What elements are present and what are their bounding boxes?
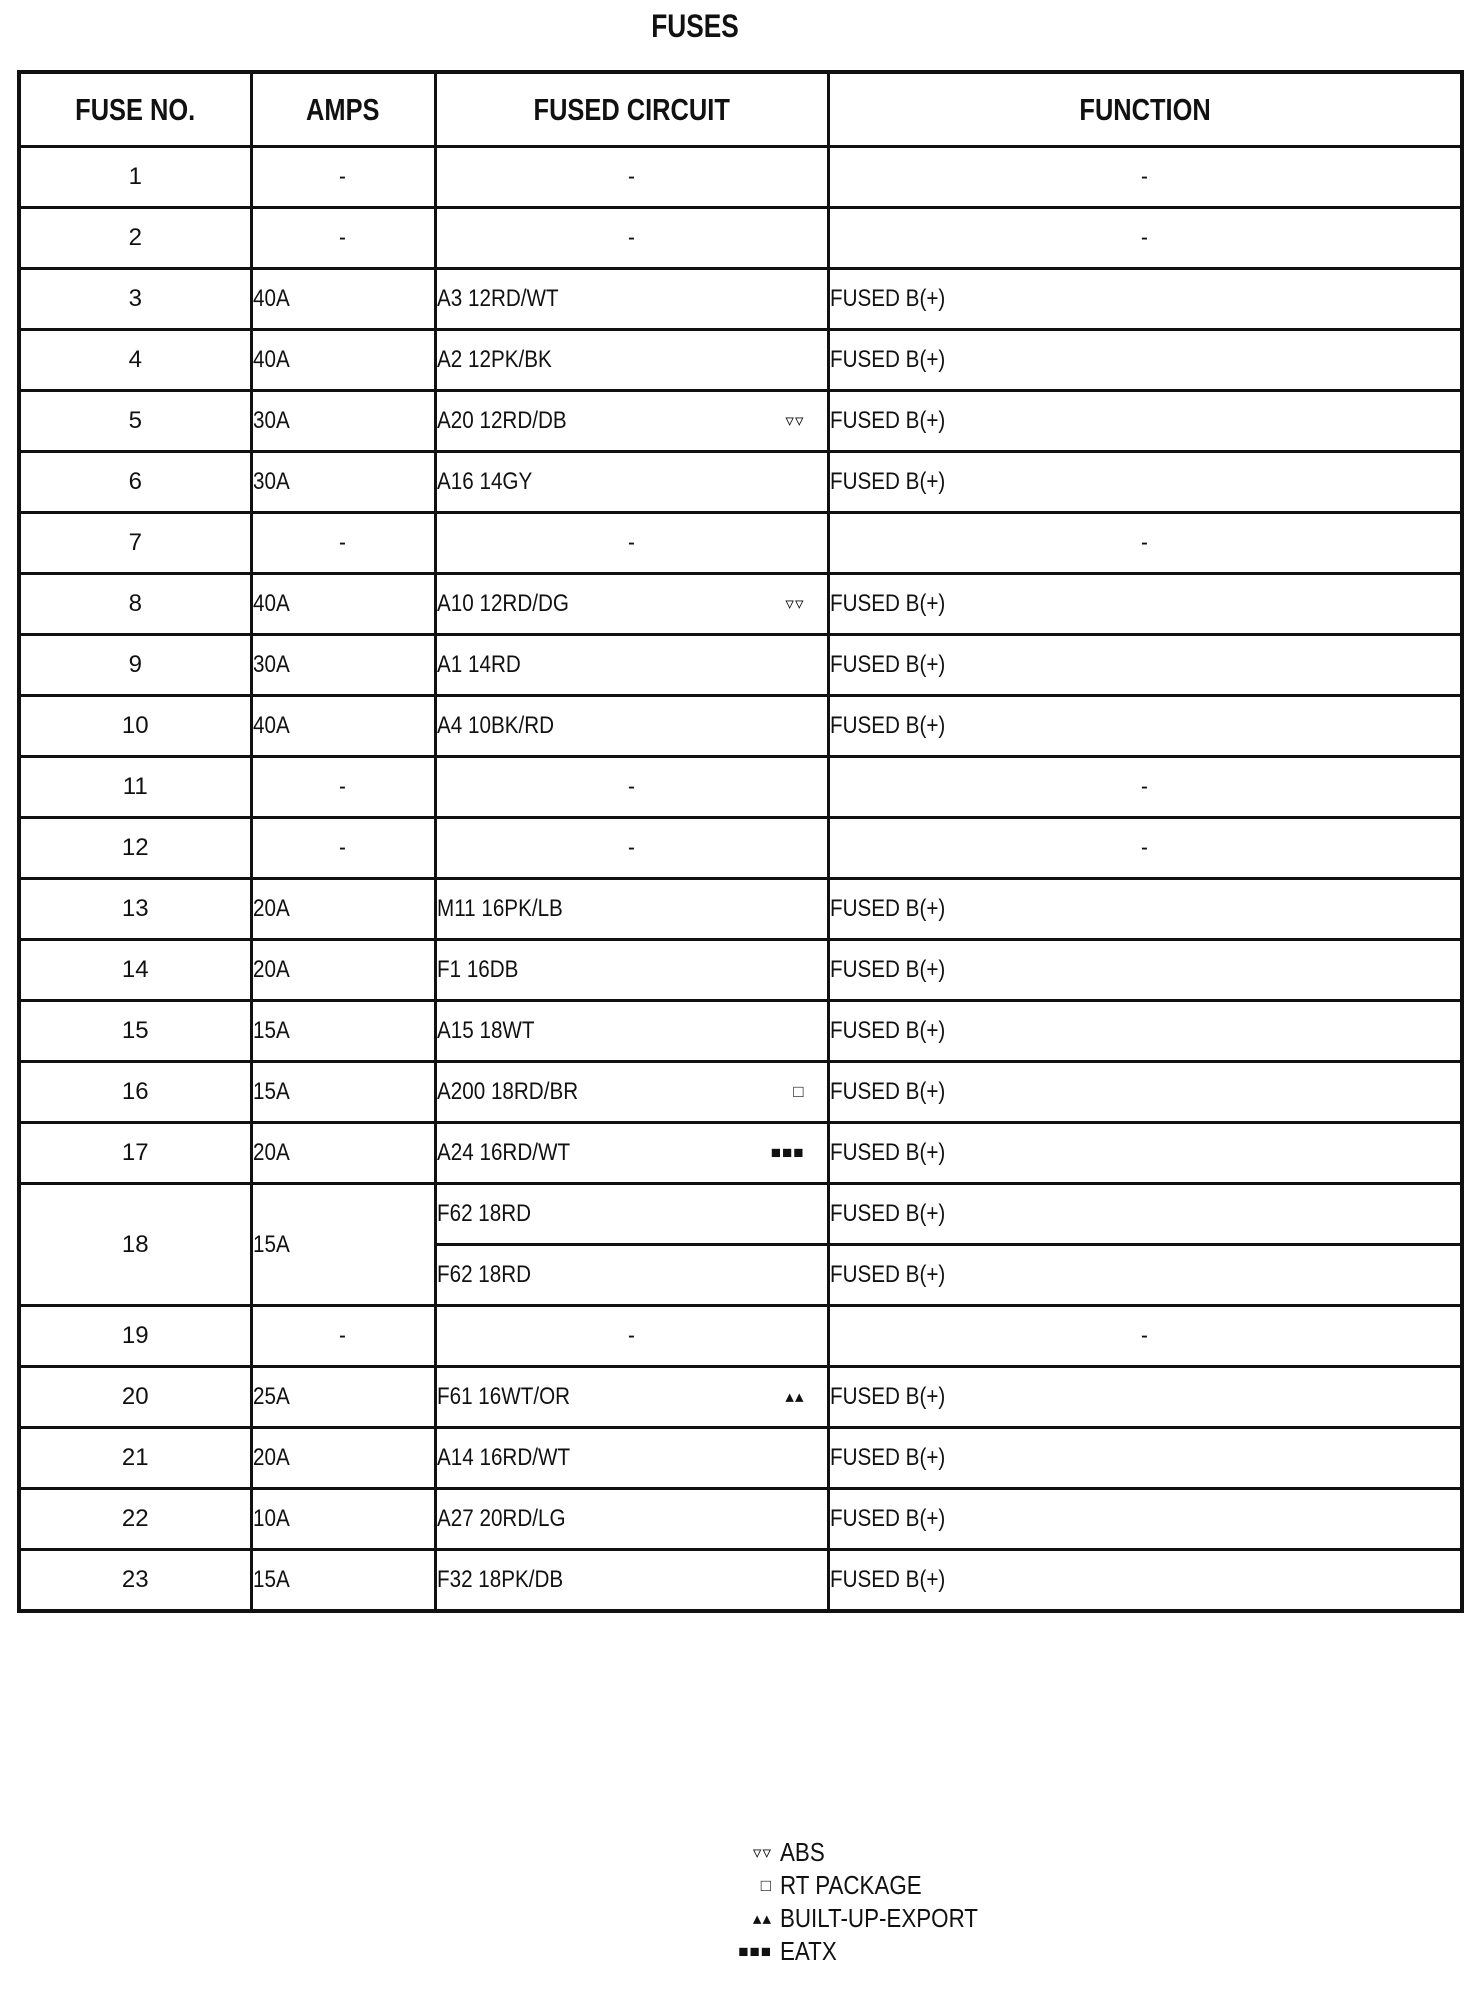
fuse-amps: -: [251, 1306, 435, 1367]
legend-item: [738, 1935, 1010, 1968]
fused-circuit: A27 20RD/LG: [435, 1489, 828, 1550]
fuse-amps: -: [251, 757, 435, 818]
fuse-amps: 25A: [251, 1367, 435, 1428]
fuse-number: 22: [19, 1489, 251, 1550]
fused-circuit: F62 18RD: [435, 1184, 828, 1245]
fused-circuit: F32 18PK/DB: [435, 1550, 828, 1612]
fused-circuit: -: [435, 208, 828, 269]
fused-circuit: A24 16RD/WT ■■■: [435, 1123, 828, 1184]
table-row: [19, 269, 1462, 330]
fuse-function: FUSED B(+): [828, 635, 1462, 696]
table-row: [19, 1062, 1462, 1123]
fuse-function: -: [828, 818, 1462, 879]
fuse-amps: 30A: [251, 635, 435, 696]
fuse-function: -: [828, 757, 1462, 818]
legend-symbol-icon: ▴▴: [752, 1909, 772, 1928]
legend-item: [760, 1869, 1010, 1902]
option-symbol-icon: ■■■: [770, 1143, 805, 1162]
fuse-function: FUSED B(+): [828, 879, 1462, 940]
table-row: [19, 391, 1462, 452]
legend-symbol-icon: □: [760, 1876, 772, 1895]
fused-circuit: A14 16RD/WT: [435, 1428, 828, 1489]
legend-symbol-icon: ■■■: [738, 1942, 772, 1961]
fuse-number: 13: [19, 879, 251, 940]
fused-circuit: F62 18RD: [435, 1245, 828, 1306]
fuse-number: 17: [19, 1123, 251, 1184]
fuse-function: FUSED B(+): [828, 452, 1462, 513]
fuse-amps: 15A: [251, 1550, 435, 1612]
fuse-function: FUSED B(+): [828, 1428, 1462, 1489]
fused-circuit: F1 16DB: [435, 940, 828, 1001]
fuse-amps: 40A: [251, 574, 435, 635]
fuse-function: -: [828, 208, 1462, 269]
fuse-function: FUSED B(+): [828, 1367, 1462, 1428]
table-row: [19, 513, 1462, 574]
legend-item: [752, 1836, 1010, 1869]
fused-circuit: F61 16WT/OR ▴▴: [435, 1367, 828, 1428]
fuse-function: FUSED B(+): [828, 574, 1462, 635]
fuse-amps: 30A: [251, 391, 435, 452]
fuse-function: FUSED B(+): [828, 1001, 1462, 1062]
fused-circuit: A15 18WT: [435, 1001, 828, 1062]
fuse-number: 9: [19, 635, 251, 696]
legend: [738, 1836, 1010, 1968]
legend-label: ABS: [780, 1837, 825, 1867]
fuse-number: 10: [19, 696, 251, 757]
fuse-amps: 20A: [251, 879, 435, 940]
table-row: [19, 1489, 1462, 1550]
fuse-amps: -: [251, 818, 435, 879]
fuse-number: 16: [19, 1062, 251, 1123]
fused-circuit: -: [435, 147, 828, 208]
header-fuse-no: FUSE NO.: [19, 72, 251, 147]
table-row: [19, 818, 1462, 879]
fuse-function: FUSED B(+): [828, 330, 1462, 391]
fuse-number: 11: [19, 757, 251, 818]
legend-symbol-icon: ▿▿: [752, 1843, 772, 1862]
table-row: [19, 757, 1462, 818]
option-symbol-icon: ▴▴: [785, 1387, 805, 1406]
fused-circuit: M11 16PK/LB: [435, 879, 828, 940]
fuse-function: FUSED B(+): [828, 391, 1462, 452]
table-row: [19, 940, 1462, 1001]
table-row: [19, 1550, 1462, 1612]
table-row: [19, 1123, 1462, 1184]
table-row: [19, 1428, 1462, 1489]
fuse-amps: 40A: [251, 696, 435, 757]
fuse-amps: 15A: [251, 1001, 435, 1062]
fuse-number: 21: [19, 1428, 251, 1489]
table-row: [19, 1184, 1462, 1245]
table-header-row: [19, 72, 1462, 147]
table-row: [19, 696, 1462, 757]
fuse-amps: -: [251, 147, 435, 208]
fused-circuit: A1 14RD: [435, 635, 828, 696]
legend-label: BUILT-UP-EXPORT: [780, 1903, 978, 1933]
fuse-number: 14: [19, 940, 251, 1001]
table-row: [19, 208, 1462, 269]
fuse-number: 6: [19, 452, 251, 513]
fuse-number: 1: [19, 147, 251, 208]
fuse-function: FUSED B(+): [828, 1184, 1462, 1245]
fused-circuit: -: [435, 513, 828, 574]
fuse-amps: -: [251, 208, 435, 269]
header-amps: AMPS: [251, 72, 435, 147]
fuse-number: 23: [19, 1550, 251, 1612]
legend-item: [752, 1902, 1010, 1935]
fused-circuit: A2 12PK/BK: [435, 330, 828, 391]
fuse-amps: 20A: [251, 940, 435, 1001]
fuse-amps: 40A: [251, 330, 435, 391]
fused-circuit: A20 12RD/DB ▿▿: [435, 391, 828, 452]
option-symbol-icon: ▿▿: [785, 594, 805, 613]
fuse-function: -: [828, 1306, 1462, 1367]
fuse-number: 8: [19, 574, 251, 635]
legend-label: RT PACKAGE: [780, 1870, 922, 1900]
option-symbol-icon: ▿▿: [785, 411, 805, 430]
fuse-number: 19: [19, 1306, 251, 1367]
fuse-number: 3: [19, 269, 251, 330]
fused-circuit: -: [435, 818, 828, 879]
table-row: [19, 1306, 1462, 1367]
fuse-function: FUSED B(+): [828, 1123, 1462, 1184]
fused-circuit: A3 12RD/WT: [435, 269, 828, 330]
table-row: [19, 330, 1462, 391]
fused-circuit: A16 14GY: [435, 452, 828, 513]
fuse-function: FUSED B(+): [828, 1550, 1462, 1612]
table-row: [19, 1367, 1462, 1428]
fuse-amps: 30A: [251, 452, 435, 513]
fuse-function: -: [828, 147, 1462, 208]
table-row: [19, 1001, 1462, 1062]
table-row: [19, 635, 1462, 696]
fuse-number: 12: [19, 818, 251, 879]
fuse-number: 20: [19, 1367, 251, 1428]
fuse-amps: 10A: [251, 1489, 435, 1550]
fuse-number: 4: [19, 330, 251, 391]
fused-circuit: A200 18RD/BR □: [435, 1062, 828, 1123]
fuse-function: -: [828, 513, 1462, 574]
table-row: [19, 879, 1462, 940]
fuse-amps: 15A: [251, 1062, 435, 1123]
fuse-amps: 40A: [251, 269, 435, 330]
fuse-amps: 15A: [251, 1184, 435, 1306]
fused-circuit: -: [435, 757, 828, 818]
fuse-function: FUSED B(+): [828, 696, 1462, 757]
page-title: FUSES: [651, 8, 739, 44]
fuse-number: 5: [19, 391, 251, 452]
fused-circuit: A10 12RD/DG ▿▿: [435, 574, 828, 635]
table-row: [19, 574, 1462, 635]
fuse-function: FUSED B(+): [828, 1062, 1462, 1123]
option-symbol-icon: □: [793, 1082, 805, 1101]
fuse-function: FUSED B(+): [828, 1489, 1462, 1550]
fused-circuit: A4 10BK/RD: [435, 696, 828, 757]
fuse-amps: 20A: [251, 1123, 435, 1184]
fuse-table: [17, 70, 1464, 1613]
legend-label: EATX: [780, 1936, 837, 1966]
table-row: [19, 147, 1462, 208]
fuse-number: 7: [19, 513, 251, 574]
table-row: [19, 452, 1462, 513]
fuse-function: FUSED B(+): [828, 940, 1462, 1001]
fuse-number: 15: [19, 1001, 251, 1062]
header-function: FUNCTION: [828, 72, 1462, 147]
fused-circuit: -: [435, 1306, 828, 1367]
fuse-number: 18: [19, 1184, 251, 1306]
header-fused-circuit: FUSED CIRCUIT: [435, 72, 828, 147]
fuse-function: FUSED B(+): [828, 269, 1462, 330]
fuse-number: 2: [19, 208, 251, 269]
fuse-function: FUSED B(+): [828, 1245, 1462, 1306]
fuse-amps: -: [251, 513, 435, 574]
fuse-amps: 20A: [251, 1428, 435, 1489]
